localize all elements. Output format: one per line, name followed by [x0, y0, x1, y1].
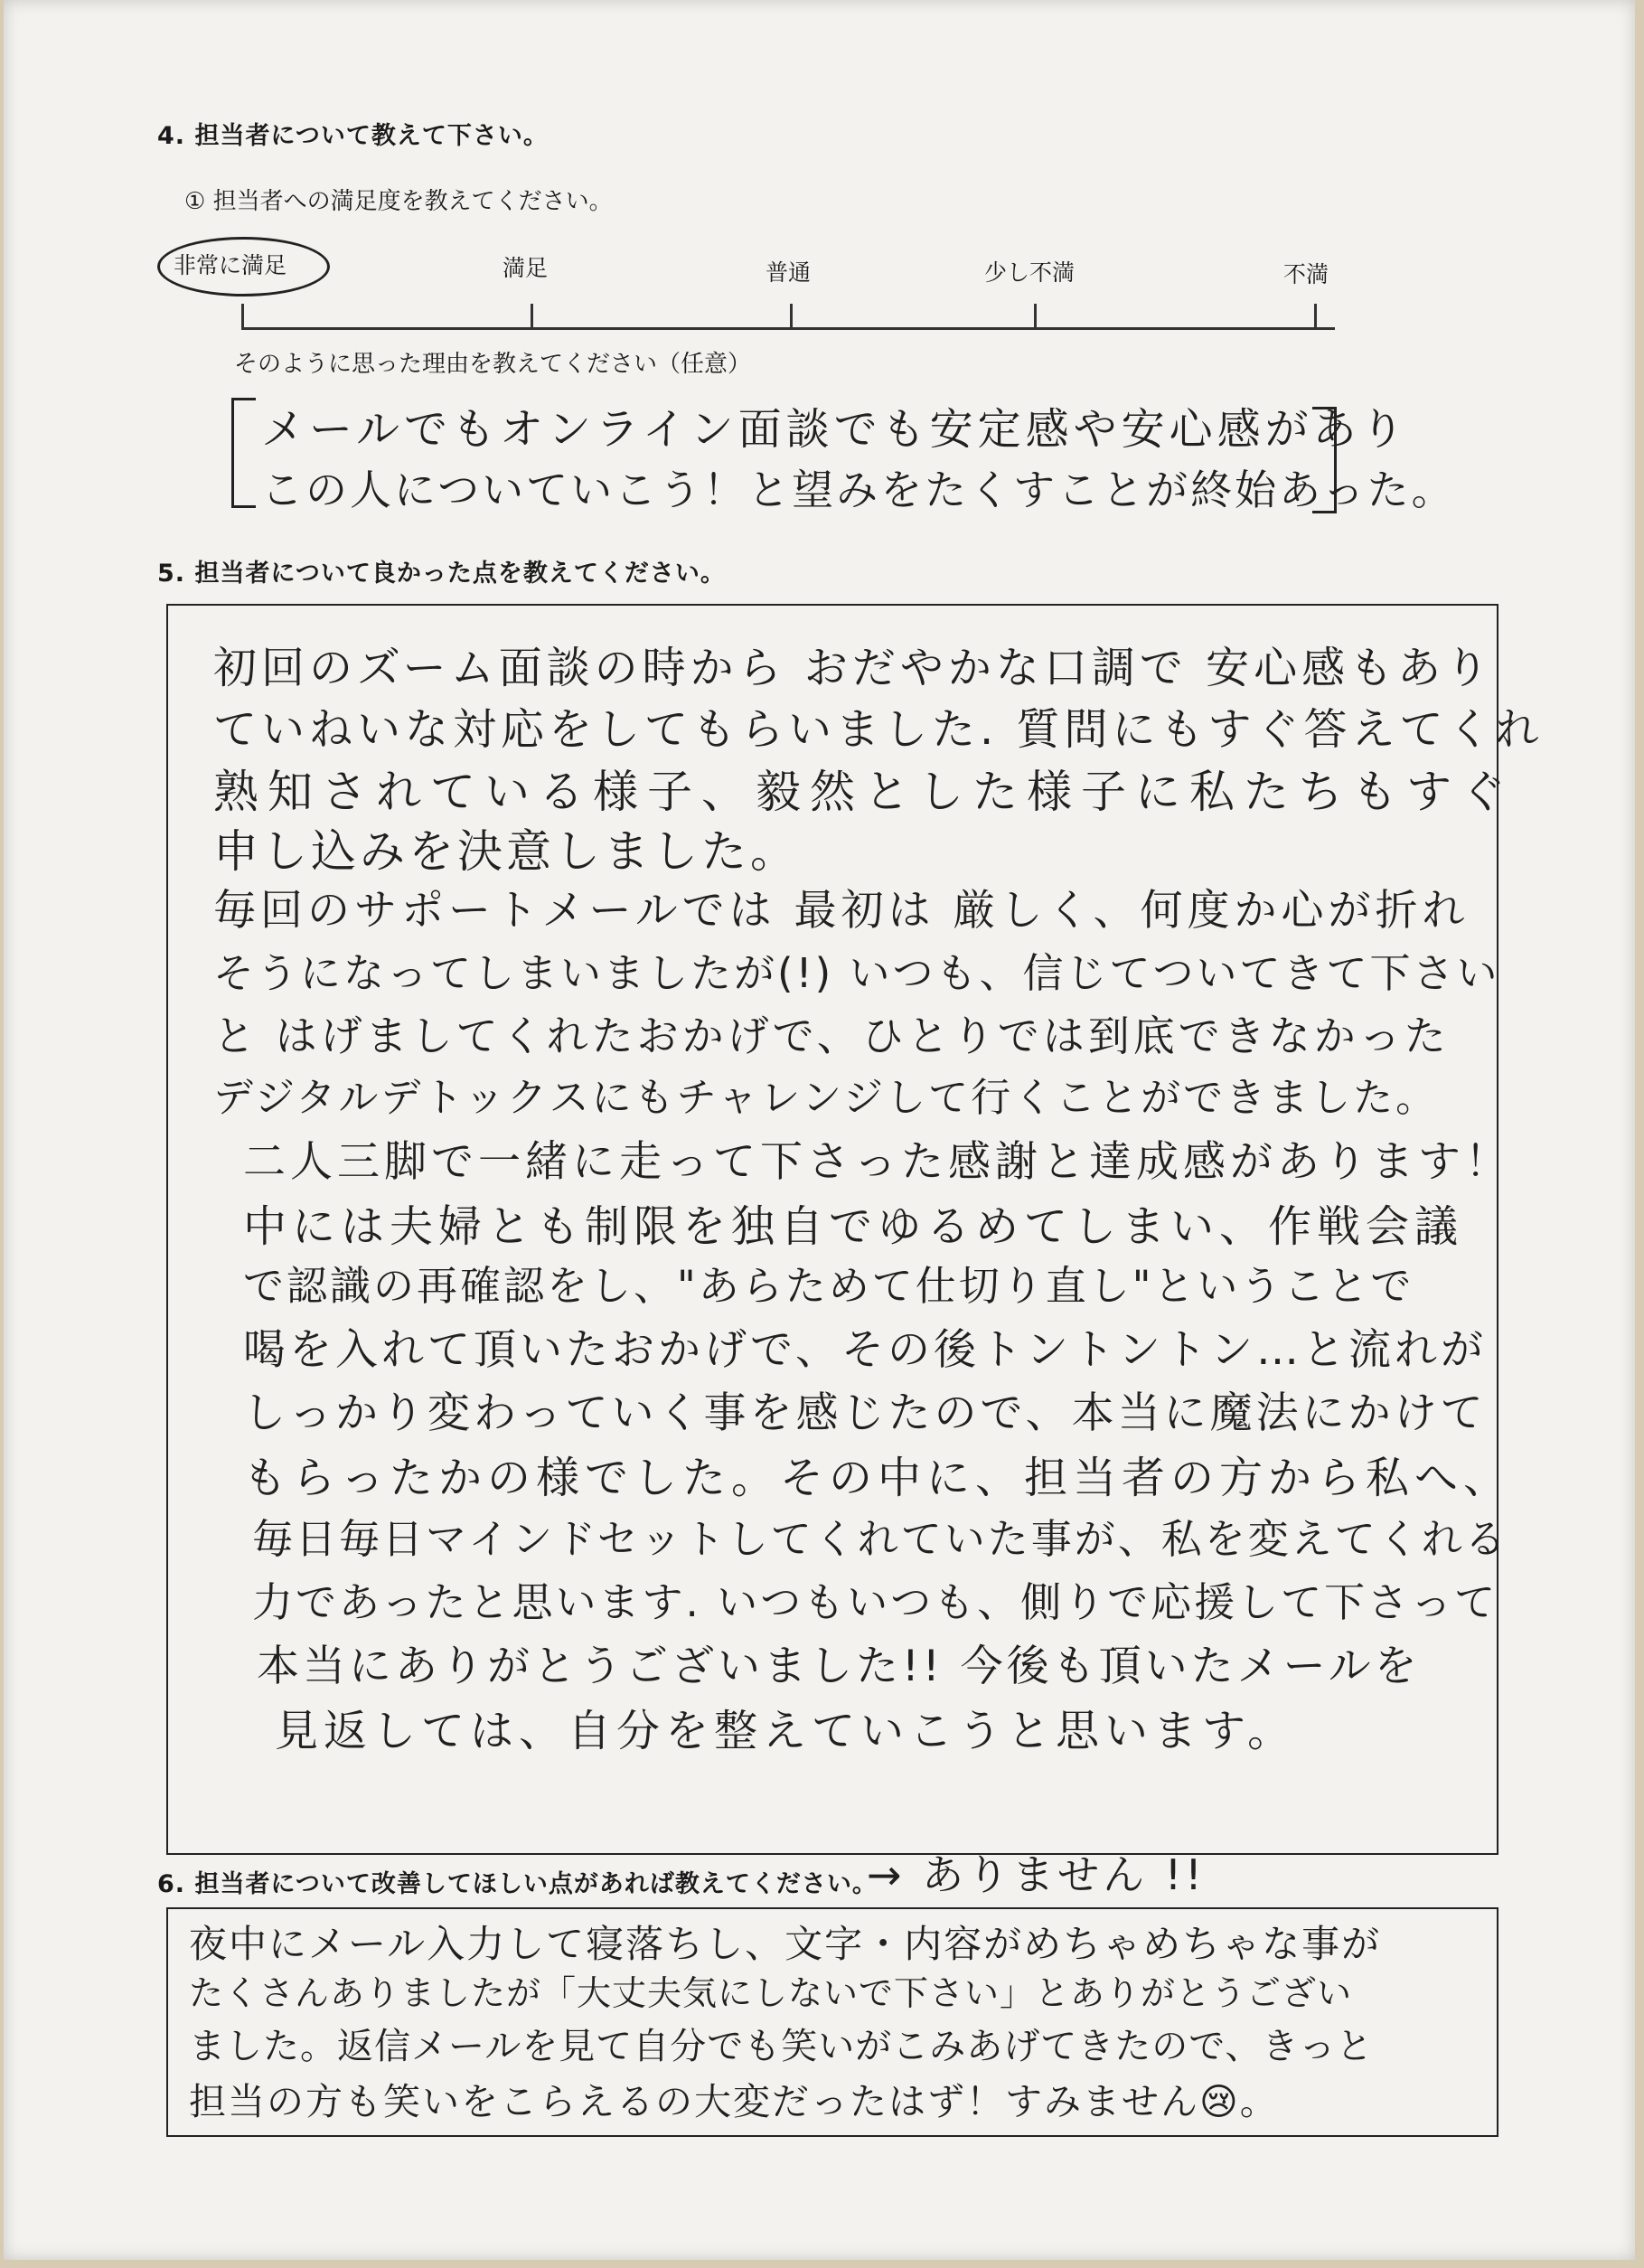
scale-tick [531, 304, 533, 330]
q5-line: ていねいな対応をしてもらいました. 質問にもすぐ答えてくれ [213, 704, 1544, 755]
q5-line: 毎回のサポートメールでは 最初は 厳しく、何度か心が折れ [213, 886, 1470, 936]
q4-heading: 4. 担当者について教えて下さい。 [157, 122, 549, 150]
scale-label-slightly-dissatisfied: 少し不満 [984, 259, 1076, 286]
scale-tick [790, 304, 793, 330]
q6-line: 担当の方も笑いをこらえるの大変だったはず！すみません😢。 [189, 2080, 1279, 2123]
reason-bracket-left [231, 398, 256, 508]
q4-reason-line: メールでもオンライン面談でも安定感や安心感があり [261, 404, 1409, 455]
satisfaction-scale-line [241, 327, 1335, 330]
q5-line: 二人三脚で一緒に走って下さった感謝と達成感があります！ [243, 1137, 1512, 1187]
q4-reason-prompt: そのように思った理由を教えてください（任意） [234, 351, 752, 378]
q5-line: 申し込みを決意しました。 [213, 825, 799, 878]
q5-line: 熟知されている様子、毅然とした様子に私たちもすぐ [213, 766, 1515, 818]
q5-line: 喝を入れて頂いたおかげで、その後トントントン…と流れが [243, 1325, 1488, 1375]
scale-tick [1034, 304, 1037, 330]
q5-line: 力であったと思います. いつもいつも、側りで応援して下さって [252, 1578, 1498, 1626]
q6-line: ました。返信メールを見て自分でも笑いがこみあげてきたので、きっと [189, 2026, 1374, 2067]
scale-label-neutral: 普通 [766, 259, 812, 286]
q5-line: 本当にありがとうございました!! 今後も頂いたメールを [257, 1642, 1421, 1691]
q5-line: しっかり変わっていく事を感じたので、本当に魔法にかけて [243, 1388, 1487, 1438]
q6-heading: 6. 担当者について改善してほしい点があれば教えてください。 [157, 1870, 878, 1898]
q6-line: 夜中にメール入力して寝落ちし、文字・内容がめちゃめちゃな事が [189, 1922, 1382, 1966]
scale-tick [1314, 304, 1317, 330]
q5-heading: 5. 担当者について良かった点を教えてください。 [157, 560, 726, 588]
q5-line: 毎日毎日マインドセットしてくれていた事が、私を変えてくれる [252, 1515, 1508, 1563]
scale-label-dissatisfied: 不満 [1283, 261, 1329, 287]
scale-tick [241, 304, 244, 330]
q5-line: もらったかの様でした。その中に、担当者の方から私へ、 [243, 1453, 1513, 1503]
q6-line: たくさんありましたが「大丈夫気にしないで下さい」とありがとうござい [189, 1973, 1353, 2013]
q4-sub-question: ① 担当者への満足度を教えてください。 [184, 188, 613, 215]
q5-line: で認識の再確認をし、"あらためて仕切り直し"ということで [243, 1262, 1414, 1310]
q5-line: デジタルデトックスにもチャレンジして行くことができました。 [213, 1075, 1439, 1121]
q5-line: そうになってしまいましたが(!) いつも、信じてついてきて下さい [213, 949, 1500, 997]
q5-line: と はげましてくれたおかげで、ひとりでは到底できなかった [213, 1012, 1450, 1060]
q4-reason-line: この人についていこう！と望みをたくすことが終始あった。 [261, 466, 1456, 514]
scale-label-satisfied: 満足 [503, 255, 549, 281]
scale-label-very-satisfied: 非常に満足 [174, 252, 287, 278]
q5-line: 初回のズーム面談の時から おだやかな口調で 安心感もあり [213, 643, 1494, 693]
q6-answer: → ありません !! [867, 1850, 1206, 1899]
q5-line: 見返しては、自分を整えていこうと思います。 [275, 1706, 1297, 1756]
q5-line: 中には夫婦とも制限を独自でゆるめてしまい、作戦会議 [243, 1201, 1464, 1252]
survey-sheet [4, 0, 1635, 2260]
